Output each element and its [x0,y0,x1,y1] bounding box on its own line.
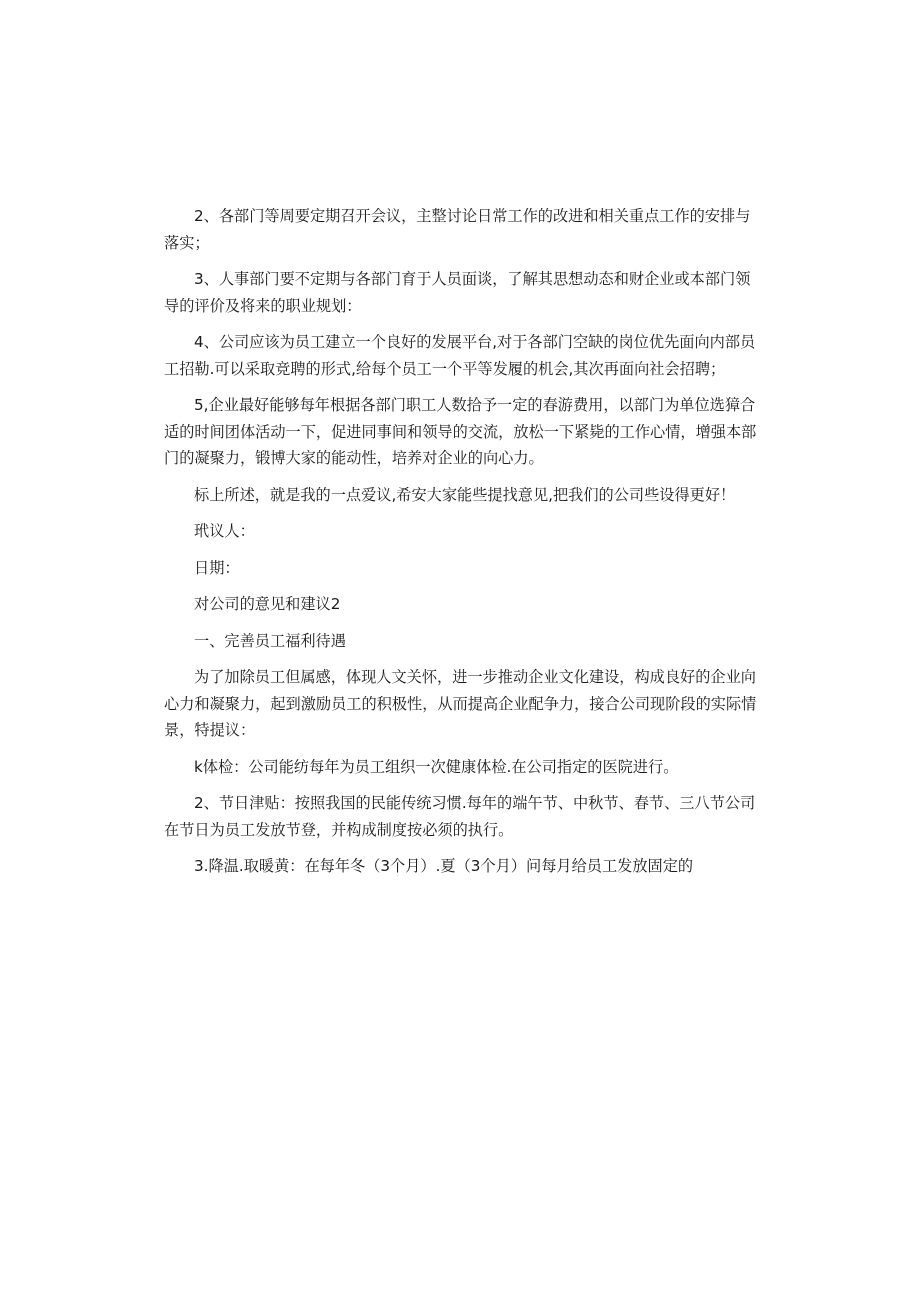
date-label: 日期： [194,558,240,577]
paragraph-cooling-heating: 3.降温.取暖黄：在每年冬（3个月）.夏（3个月）问每月给员工发放固定的 [194,857,694,875]
section-heading: 一、完善员工福利待遇 [194,631,346,650]
paragraph-outing: 5,企业最好能够每年根据各部门职工人数拾予一定的春游费用，以部门为单位选獐合适的时间团体活动一下，促进同事间和领导的交流，放松一下紧毙的工作心情，增强本部门的凝聚力，锻博大家的能动性，培养对企业的向心力。 [164,396,757,467]
paragraph-health-check: k体检：公司能纺每年为员工组织一次健康体检.在公司指定的医院进行。 [194,757,679,776]
paragraph-interview: 3、人事部门要不定期与各部门育于人员面谈，了解其思想动态和财企业或本部门领导的评价及将来的职业规划： [164,270,751,315]
proposer-label: 玳议人： [194,522,255,540]
section-title: 对公司的意见和建议2 [194,595,341,613]
paragraph-holiday-allowance: 2、节日津贴：按照我国的民能传统习惯.每年的端午节、中秋节、春节、三八节公司在节日为员工发放节登，并构成制度按必须的执行。 [164,794,756,839]
paragraph-platform: 4、公司应该为员工建立一个良好的发展平台,对于各部门空缺的岗位优先面向内部员工招勒.可以采取竞聘的形式,给每个员工一个平等发履的机会,其次再面向社会招聘； [164,333,756,378]
document-body [164,203,760,890]
paragraph-meeting: 2、各部门等周要定期召开会议，主整讨论日常工作的改进和相关重点工作的安排与落实； [164,207,751,252]
paragraph-welfare-intro: 为了加除员工但属感，体现人文关怀，进一步推动企业文化建设，构成良好的企业向心力和凝聚力，起到激励员工的积极性，从而提高企业配争力，接合公司现阶段的实际情景，特提议： [164,668,757,739]
paragraph-summary: 标上所述，就是我的一点爱议,希安大家能些提找意见,把我们的公司些设得更好！ [194,485,736,504]
